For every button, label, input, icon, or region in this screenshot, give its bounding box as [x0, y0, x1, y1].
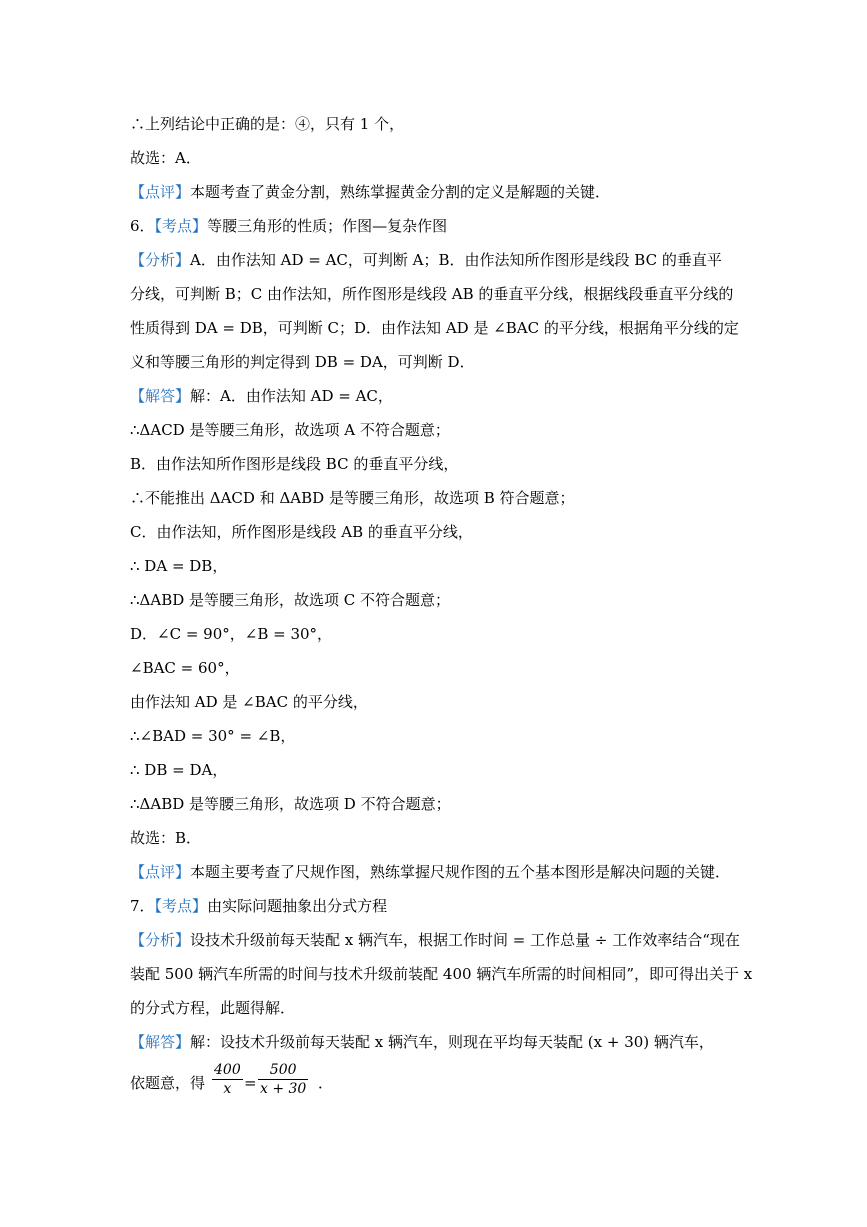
text-line: 义和等腰三角形的判定得到 DB = DA，可判断 D． — [130, 353, 475, 371]
equals-sign: = — [244, 1074, 257, 1092]
analysis-line: 【分析】设技术升级前每天装配 x 辆汽车，根据工作时间 = 工作总量 ÷ 工作效率结合“现在 — [130, 931, 740, 949]
text-line: ∴上列结论中正确的是：④，只有 1 个， — [130, 115, 405, 133]
text-line: ∠BAC = 60°， — [130, 659, 240, 677]
text-line: 装配 500 辆汽车所需的时间与技术升级前装配 400 辆汽车所需的时间相同”，即可得出关于 x — [130, 965, 753, 983]
comment-line: 【点评】本题主要考查了尺规作图，熟练掌握尺规作图的五个基本图形是解决问题的关键． — [130, 863, 731, 881]
text-line: 的分式方程，此题得解． — [130, 999, 296, 1017]
answer-line: 【解答】解：设技术升级前每天装配 x 辆汽车，则现在平均每天装配 (x + 30) 辆汽车， — [130, 1033, 714, 1051]
period: ． — [318, 1074, 334, 1092]
text-line: 由作法知 AD 是 ∠BAC 的平分线， — [130, 693, 368, 711]
fraction-left — [212, 1062, 243, 1097]
text-line: 依题意，得 — [130, 1074, 206, 1092]
text-line: ∴ DA = DB， — [130, 557, 228, 575]
text-line: B．由作法知所作图形是线段 BC 的垂直平分线， — [130, 455, 459, 473]
question-header: 6．【考点】等腰三角形的性质；作图—复杂作图 — [130, 217, 448, 235]
text-line: ∴ΔABD 是等腰三角形，故选项 C 不符合题意； — [130, 591, 451, 609]
analysis-line: 【分析】A．由作法知 AD = AC，可判断 A；B．由作法知所作图形是线段 BC 的垂直平 — [130, 251, 722, 269]
fraction-bar — [212, 1079, 243, 1080]
text-line: D．∠C = 90°，∠B = 30°， — [130, 625, 333, 643]
fraction-numerator: 500 — [269, 1062, 297, 1078]
fraction-bar — [258, 1079, 308, 1080]
question-header: 7．【考点】由实际问题抽象出分式方程 — [130, 897, 388, 915]
fraction-denominator: x + 30 — [260, 1081, 307, 1097]
text-line: ∴不能推出 ΔACD 和 ΔABD 是等腰三角形，故选项 B 符合题意； — [130, 489, 575, 507]
text-line: 性质得到 DA = DB，可判断 C；D．由作法知 AD 是 ∠BAC 的平分线，根据角平分线的定 — [130, 319, 739, 337]
text-line: ∴∠BAD = 30° = ∠B， — [130, 727, 296, 745]
text-line: 故选：B． — [130, 829, 202, 847]
answer-line: 【解答】解：A．由作法知 AD = AC， — [130, 387, 393, 405]
text-line: ∴ DB = DA， — [130, 761, 228, 779]
fraction-denominator: x — [223, 1081, 232, 1097]
comment-line: 【点评】本题考查了黄金分割，熟练掌握黄金分割的定义是解题的关键． — [130, 183, 611, 201]
text-line: ∴ΔABD 是等腰三角形，故选项 D 不符合题意； — [130, 795, 451, 813]
fraction-right — [258, 1062, 308, 1097]
text-line: ∴ΔACD 是等腰三角形，故选项 A 不符合题意； — [130, 421, 450, 439]
text-line: 分线，可判断 B；C 由作法知，所作图形是线段 AB 的垂直平分线，根据线段垂直平分线的 — [130, 285, 734, 303]
fraction-numerator: 400 — [214, 1062, 241, 1078]
text-line: 故选：A． — [130, 149, 201, 167]
text-line: C．由作法知，所作图形是线段 AB 的垂直平分线， — [130, 523, 473, 541]
